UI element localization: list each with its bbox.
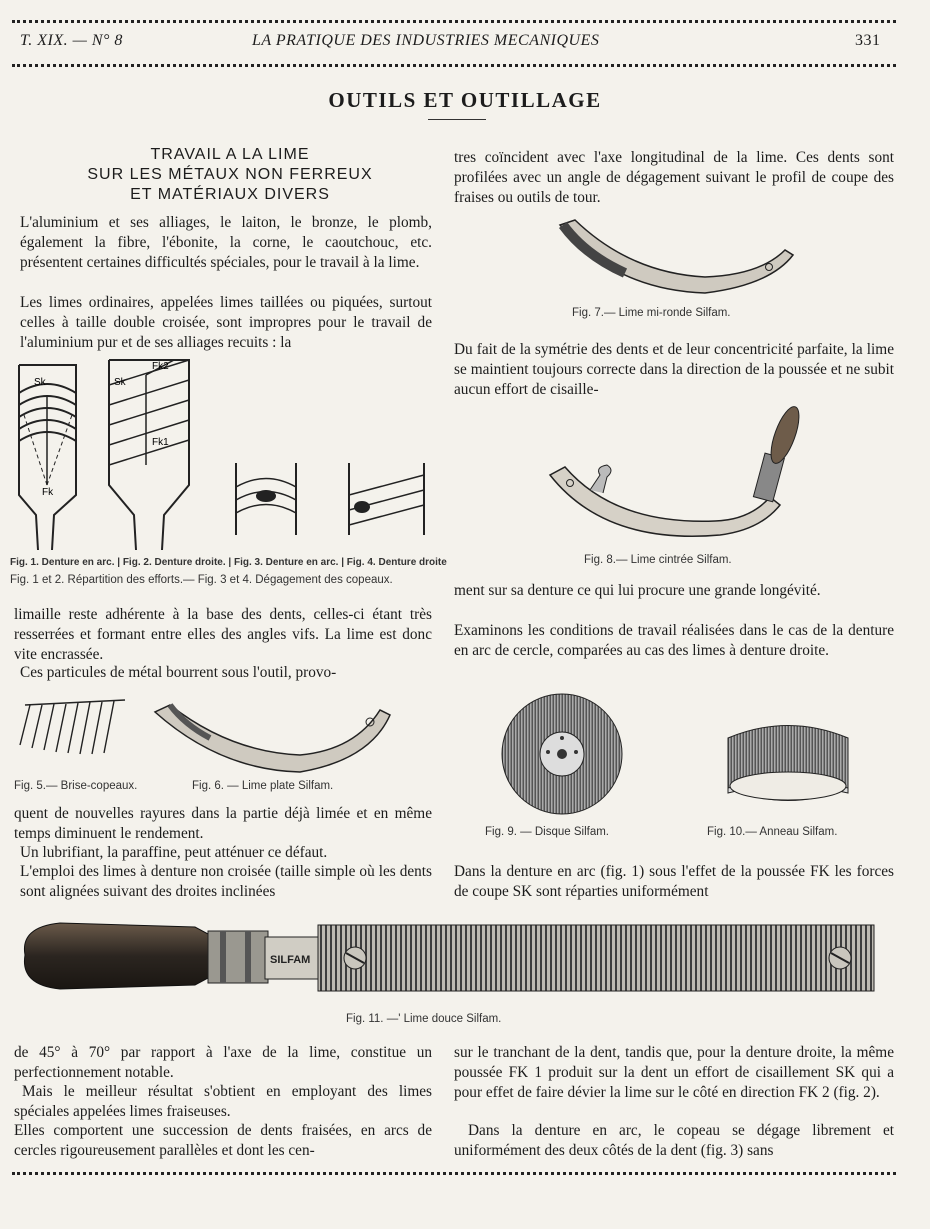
paragraph: de 45° à 70° par rapport à l'axe de la lime, constitue un perfectionnement notable. — [14, 1044, 432, 1081]
paragraph: Les limes ordinaires, appelées limes taillées ou piquées, surtout celles à taille double croisée, sont impropres pour le travail de l'aluminium pur et de ses alliages recuits : la — [20, 294, 432, 351]
fig7-lime-mi-ronde-drawing — [555, 215, 800, 305]
fig1-label-sk: Sk — [34, 377, 46, 388]
fig2-label-fk2: Fk2 — [152, 361, 169, 372]
fig8-lime-cintree-drawing — [545, 405, 815, 555]
fig1-4-caption-a: Fig. 1. Denture en arc. | Fig. 2. Denture droite. | Fig. 3. Denture en arc. | Fig. 4. Denture droite — [10, 557, 447, 568]
article-title-3: ET MATÉRIAUX DIVERS — [130, 186, 330, 203]
paragraph: ment sur sa denture ce qui lui procure une grande longévité. — [454, 582, 821, 599]
fig10-anneau-drawing — [723, 718, 853, 813]
header-page-number: 331 — [855, 32, 881, 49]
fig7-caption: Fig. 7.— Lime mi-ronde Silfam. — [572, 307, 731, 319]
fig10-caption: Fig. 10.— Anneau Silfam. — [707, 826, 838, 838]
paragraph: Un lubrifiant, la paraffine, peut atténuer ce défaut. — [20, 844, 328, 861]
paragraph: tres coïncident avec l'axe longitudinal de la lime. Ces dents sont profilées avec un angle de dégagement suivant le profil de coupe des fraises ou outils de tour. — [454, 149, 894, 206]
fig9-caption: Fig. 9. — Disque Silfam. — [485, 826, 609, 838]
fig1-4-caption-b: Fig. 1 et 2. Répartition des efforts.— Fig. 3 et 4. Dégagement des copeaux. — [10, 574, 393, 586]
paragraph: Elles comportent une succession de dents fraisées, en arcs de cercles rigoureusement parallèles et dont les cen- — [14, 1122, 432, 1159]
paragraph: L'emploi des limes à denture non croisée (taille simple où les dents sont alignées suivant des droites inclinées — [20, 863, 432, 900]
top-rule-2 — [12, 64, 896, 71]
fig11-brand-label: SILFAM — [270, 954, 311, 966]
bottom-rule — [12, 1172, 896, 1179]
article-title-1: TRAVAIL A LA LIME — [150, 146, 310, 163]
paragraph: Dans la denture en arc, le copeau se dégage librement et uniformément des deux côtés de la dent (fig. 3) sans — [454, 1122, 894, 1159]
title-underline — [428, 119, 486, 120]
figures-1-4-diagram — [14, 355, 434, 555]
fig9-disque-drawing — [500, 692, 625, 817]
paragraph: Ces particules de métal bourrent sous l'outil, provo- — [20, 664, 337, 681]
header-volume: T. XIX. — N° 8 — [20, 32, 123, 49]
fig6-lime-plate-drawing — [150, 700, 395, 790]
fig2-label-fk1: Fk1 — [152, 437, 169, 448]
fig8-caption: Fig. 8.— Lime cintrée Silfam. — [584, 554, 732, 566]
section-title: OUTILS ET OUTILLAGE — [328, 88, 602, 112]
fig2-label-sk: Sk — [114, 377, 126, 388]
fig6-caption: Fig. 6. — Lime plate Silfam. — [192, 780, 334, 792]
fig5-caption: Fig. 5.— Brise-copeaux. — [14, 780, 138, 792]
paragraph: Dans la denture en arc (fig. 1) sous l'effet de la poussée FK les forces de coupe SK sont réparties uniformément — [454, 863, 894, 900]
paragraph: Du fait de la symétrie des dents et de leur concentricité parfaite, la lime se maintient toujours correcte dans la direction de la poussée et ne subit aucun effort de cisaille- — [454, 341, 894, 398]
header-journal: LA PRATIQUE DES INDUSTRIES MECANIQUES — [252, 32, 600, 49]
article-title-2: SUR LES MÉTAUX NON FERREUX — [87, 166, 373, 183]
paragraph: Mais le meilleur résultat s'obtient en employant des limes spéciales appelées limes fraiseuses. — [14, 1083, 432, 1120]
fig11-lime-douce-drawing — [20, 915, 880, 1005]
fig11-caption: Fig. 11. —' Lime douce Silfam. — [346, 1013, 502, 1025]
paragraph: Examinons les conditions de travail réalisées dans le cas de la denture en arc de cercle, comparées au cas des limes à denture droite. — [454, 622, 894, 659]
paragraph: quent de nouvelles rayures dans la partie déjà limée et en même temps diminuent le rendement. — [14, 805, 432, 842]
paragraph: L'aluminium et ses alliages, le laiton, le bronze, le plomb, également la fibre, l'ébonite, la corne, le caoutchouc, etc. présentent certaines difficultés spéciales, pour le travail à la lime. — [20, 214, 432, 271]
top-rule-1 — [12, 20, 896, 27]
fig5-brise-copeaux-drawing — [20, 690, 130, 765]
paragraph: limaille reste adhérente à la base des dents, celles-ci étant très resserrées et formant entre elles des angles vifs. La lime est donc vite encrassée. — [14, 606, 432, 663]
fig1-label-fk: Fk — [42, 487, 54, 498]
paragraph: sur le tranchant de la dent, tandis que, pour la denture droite, la même poussée FK 1 produit sur la dent un effort de cisaillement SK qui a pour effet de faire dévier la lime sur le côté en direction FK 2 (fig. 2). — [454, 1044, 894, 1101]
